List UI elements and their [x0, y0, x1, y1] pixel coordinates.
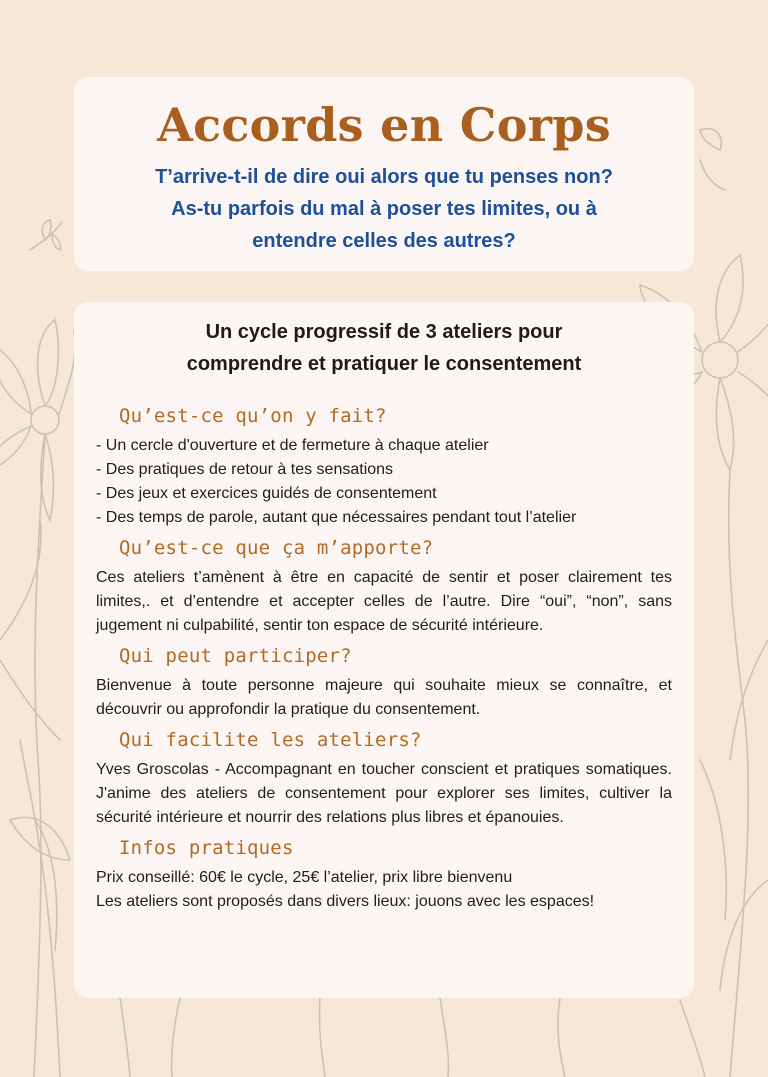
intro-line: T’arrive-t-il de dire oui alors que tu penses non?	[155, 166, 613, 188]
list-item: - Des temps de parole, autant que nécessaires pendant tout l’atelier	[96, 509, 577, 526]
section-title-benefits: Qu’est-ce que ça m’apporte?	[119, 537, 434, 559]
intro-line: As-tu parfois du mal à poser tes limites, ou à	[171, 198, 597, 220]
main-heading	[114, 316, 654, 380]
page-title: Accords en Corps	[157, 98, 611, 152]
activities-list	[96, 434, 694, 530]
practical-info	[96, 866, 672, 914]
list-item: - Des jeux et exercices guidés de consentement	[96, 485, 437, 502]
section-title-audience: Qui peut participer?	[119, 645, 352, 667]
list-item: - Des pratiques de retour à tes sensations	[96, 461, 394, 478]
intro-questions	[104, 161, 664, 257]
list-item: - Un cercle d'ouverture et de fermeture à chaque atelier	[96, 437, 489, 454]
header-card	[74, 77, 694, 271]
benefits-text: Ces ateliers t’amènent à être en capacité de sentir et poser clairement tes limites,. et d’entendre et accepter celles de l’autre. Dire “oui”, “non”, sans jugement ni culpabilité, sentir ton espace de sécurité intérieure.	[96, 569, 672, 634]
section-title-practical-info: Infos pratiques	[119, 837, 294, 859]
practical-info-line: Les ateliers sont proposés dans divers lieux: jouons avec les espaces!	[96, 893, 595, 910]
left-daisy-icon	[0, 320, 75, 1077]
practical-info-line: Prix conseillé: 60€ le cycle, 25€ l’atelier, prix libre bienvenu	[96, 869, 513, 886]
audience-text: Bienvenue à toute personne majeure qui souhaite mieux se connaître, et découvrir ou approfondir la pratique du consentement.	[96, 677, 672, 718]
main-heading-line: Un cycle progressif de 3 ateliers pour	[205, 321, 563, 343]
facilitator-text: Yves Groscolas - Accompagnant en toucher conscient et pratiques somatiques. J'anime des ateliers de consentement pour explorer ses limites, cultiver la sécurité intérieure et nourrir des relations plus libres et épanouies.	[96, 761, 672, 826]
main-heading-line: comprendre et pratiquer le consentement	[186, 353, 582, 375]
section-title-activities: Qu’est-ce qu’on y fait?	[119, 405, 387, 427]
content-card	[74, 302, 694, 998]
section-title-facilitator: Qui facilite les ateliers?	[119, 729, 422, 751]
intro-line: entendre celles des autres?	[252, 230, 516, 252]
